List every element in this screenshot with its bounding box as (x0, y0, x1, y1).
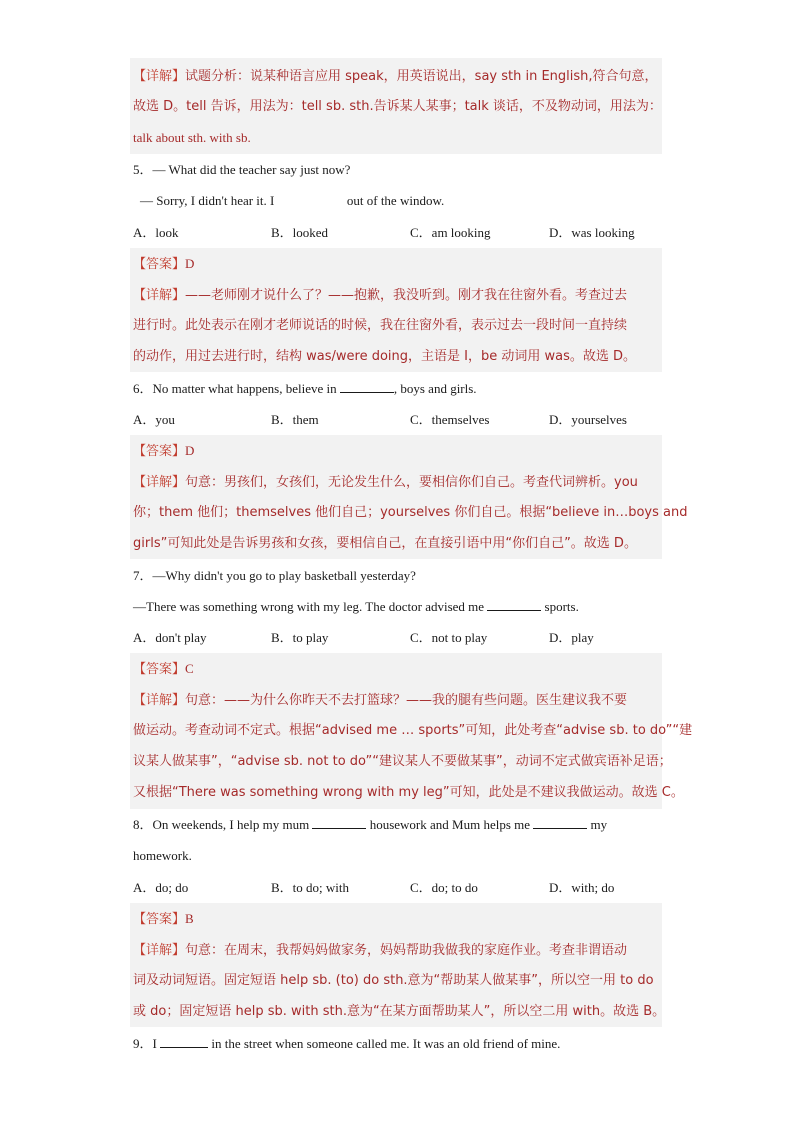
q7-option-b: B．to play (271, 630, 329, 645)
q7-stem-line-1: 7．—Why didn't you go to play basketball yesterday? (133, 568, 416, 583)
detail-tag: 【详解】 (133, 69, 186, 84)
q7-option-c: C．not to play (410, 630, 488, 645)
q8-option-d: D．with; do (549, 880, 615, 895)
q6-option-c: C．themselves (410, 412, 490, 427)
q6-stem: 6．No matter what happens, believe in , boys and girls. (133, 381, 477, 396)
q6-detail-line-2: 你；them 他们；themselves 他们自己；yourselves 你们自己。根据“believe in…boys and (133, 505, 688, 520)
q6-option-b: B．them (271, 412, 319, 427)
q7-detail-line-3: 议某人做某事”，“advise sb. not to do”“建议某人不要做某事”，动词不定式做宾语补足语； (133, 754, 672, 769)
q7-detail-line-4: 又根据“There was something wrong with my leg”可知，此处是不建议我做运动。故选 C。 (133, 785, 684, 800)
answer-blank (278, 193, 344, 205)
q5-stem-line-1: 5．— What did the teacher say just now? (133, 162, 351, 177)
q5-option-d: D．was looking (549, 225, 635, 240)
q4-detail-line-2: 故选 D。tell 告诉，用法为：tell sb. sth.告诉某人某事；talk 谈话，不及物动词，用法为： (133, 99, 662, 114)
answer-blank-2 (533, 816, 587, 829)
answer-blank (160, 1035, 208, 1048)
q9-stem: 9．I in the street when someone called me. It was an old friend of mine. (133, 1036, 561, 1051)
q8-option-a: A．do; do (133, 880, 189, 895)
q5-option-c: C．am looking (410, 225, 491, 240)
answer-blank (340, 380, 394, 393)
answer-blank-1 (312, 816, 366, 829)
q6-option-a: A．you (133, 412, 175, 427)
q8-stem-line-1: 8．On weekends, I help my mum housework and Mum helps me my (133, 817, 608, 832)
q8-answer: 【答案】B (133, 911, 194, 927)
q7-stem-line-2: —There was something wrong with my leg. The doctor advised me sports. (133, 599, 579, 614)
q8-detail-line-3: 或 do；固定短语 help sb. with sth.意为“在某方面帮助某人”，所以空二用 with。故选 B。 (133, 1004, 666, 1019)
q4-detail-line-1: 【详解】试题分析：说某种语言应用 speak，用英语说出，say sth in English,符合句意， (133, 69, 658, 84)
q6-detail-line-3: girls”可知此处是告诉男孩和女孩，要相信自己，在直接引语中用“你们自己”。故选 D。 (133, 536, 637, 551)
q7-answer: 【答案】C (133, 661, 194, 677)
q7-detail-line-1: 【详解】句意：——为什么你昨天不去打篮球？——我的腿有些问题。医生建议我不要 (133, 693, 628, 708)
q6-detail-line-1: 【详解】句意：男孩们，女孩们，无论发生什么，要相信你们自己。考查代词辨析。you (133, 475, 638, 490)
q7-detail-line-2: 做运动。考查动词不定式。根据“advised me … sports”可知，此处考查“advise sb. to do”“建 (133, 723, 693, 738)
q5-detail-line-3: 的动作，用过去进行时，结构 was/were doing，主语是 I，be 动词用 was。故选 D。 (133, 349, 637, 364)
q6-option-d: D．yourselves (549, 412, 627, 427)
q5-option-a: A．look (133, 225, 179, 240)
q5-detail-line-1: 【详解】——老师刚才说什么了？——抱歉，我没听到。刚才我在往窗外看。考查过去 (133, 288, 628, 303)
q5-stem-line-2: — Sorry, I didn't hear it. I out of the window. (140, 193, 445, 208)
q8-detail-line-1: 【详解】句意：在周末，我帮妈妈做家务，妈妈帮助我做我的家庭作业。考查非谓语动 (133, 943, 628, 958)
q8-detail-line-2: 词及动词短语。固定短语 help sb. (to) do sth.意为“帮助某人做某事”，所以空一用 to do (133, 973, 654, 988)
q5-option-b: B．looked (271, 225, 329, 240)
q7-option-a: A．don't play (133, 630, 207, 645)
q5-detail-line-2: 进行时。此处表示在刚才老师说话的时候，我在往窗外看，表示过去一段时间一直持续 (133, 318, 628, 333)
q5-answer: 【答案】D (133, 256, 195, 272)
q8-stem-line-2: homework. (133, 848, 192, 863)
q8-option-b: B．to do; with (271, 880, 350, 895)
q6-answer: 【答案】D (133, 443, 195, 459)
answer-blank (487, 598, 541, 611)
q4-detail-line-3: talk about sth. with sb. (133, 130, 251, 145)
q8-option-c: C．do; to do (410, 880, 478, 895)
q7-option-d: D．play (549, 630, 594, 645)
